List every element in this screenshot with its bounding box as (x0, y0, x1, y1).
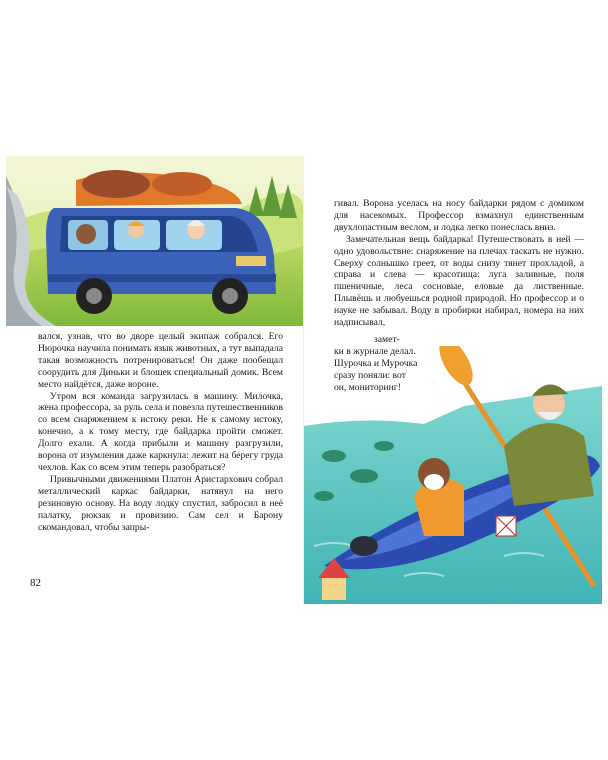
text-line: ки в журнале делал. (334, 345, 416, 357)
text-line: сразу поняли: вот (334, 369, 406, 381)
left-page-text (38, 331, 283, 533)
kayak-illustration (304, 346, 602, 604)
book-spread (6, 156, 602, 604)
left-page (6, 156, 304, 604)
paragraph: Привычными движениями Платон Аристархович собрал металлический каркас байдарки, натянул на него резиновую основу. На воду лодку спустил, забросил в неё палатку, рюкзак и провизию. Сам сел и Барону скомандовал, чтобы запры- (38, 473, 283, 533)
paragraph: Замечательная вещь байдарка! Путешествовать в ней — одно удовольствие: снаряжение на плечах таскать не нужно. Сверху солнышко греет, от воды снизу тянет прохладой, а справа и слева — красотища: луга заливные, поля пшеничные, леса сосновые, еловые да лиственные. Плывёшь и любуешься родной природой. Но профессор и о науке не забывал. Воду в пробирки набирал, номера на них надписывал, (334, 233, 584, 329)
text-line: Шурочка и Мурочка (334, 357, 418, 369)
text-line: он, мониторинг! (334, 381, 401, 393)
paragraph: гивал. Ворона уселась на носу байдарки рядом с домиком для насекомых. Профессор взмахнул единственным двухлопастным веслом, и лодка легко понеслась вниз. (334, 198, 584, 233)
right-page-text (334, 198, 584, 329)
page-number: 82 (30, 577, 41, 589)
paragraph: Утром вся команда загрузилась в машину. Милочка, жена профессора, за руль села и повезла путешественников со всем снаряжением к истоку реки. Не к самому истоку, конечно, а к тому месту, где байдарка пройти сможет. Долго ехали. А когда прибыли и машину разгрузили, ворона от изумления даже каркнула: лежит на берегу груда чехлов. Как со всем этим теперь разобраться? (38, 390, 283, 473)
right-page (304, 156, 602, 604)
text-line: замет- (374, 334, 400, 345)
paragraph: вался, узнав, что во дворе целый экипаж собрался. Его Нюрочка научила понимать язык животных, а тут выпадала такая возможность потренироваться! Он даже пообещал соорудить для Диньки и блошек специальный домик. Всем место найдётся, даже вороне. (38, 331, 283, 390)
car-illustration (6, 156, 304, 326)
flag (496, 516, 516, 536)
crow (350, 536, 378, 556)
